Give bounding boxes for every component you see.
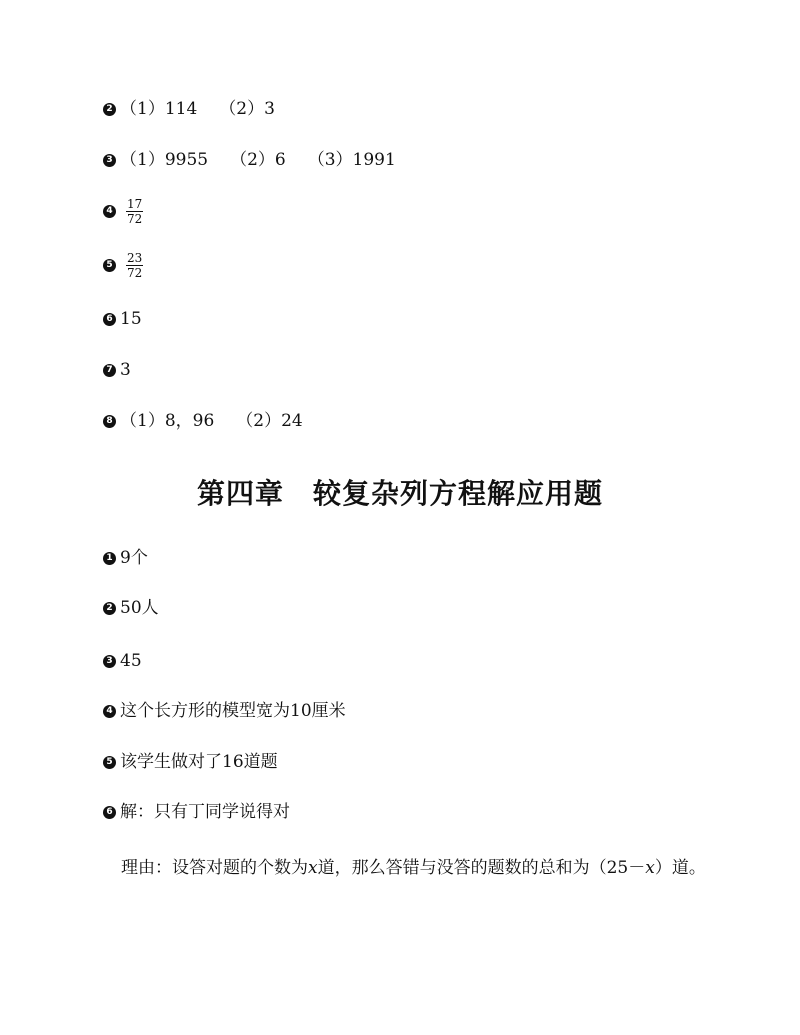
answer-item-2	[103, 101, 275, 118]
reason-text: 道，那么答错与没答的题数的总和为（25－	[317, 858, 646, 878]
answer-part: （2）3	[219, 99, 275, 119]
answer-part: （1）114	[120, 99, 198, 119]
answer-text: 50人	[120, 598, 159, 618]
reason-paragraph	[121, 854, 721, 883]
number-marker: 5	[103, 259, 116, 272]
number-marker: 8	[103, 415, 116, 428]
fraction	[126, 198, 143, 225]
fraction-denominator: 72	[127, 266, 143, 280]
number-marker: 4	[103, 205, 116, 218]
ch4-answer-5	[103, 754, 278, 771]
ch4-answer-4	[103, 703, 346, 720]
number-marker: 2	[103, 103, 116, 116]
number-marker: 6	[103, 806, 116, 819]
variable-x: x	[645, 858, 655, 878]
number-marker: 4	[103, 705, 116, 718]
ch4-answer-6	[103, 804, 290, 821]
answer-part: （1）8，96	[120, 411, 215, 431]
reason-text: 理由：设答对题的个数为	[121, 858, 308, 878]
answer-text: 该学生做对了16道题	[120, 752, 278, 772]
chapter-title: 第四章 较复杂列方程解应用题	[196, 477, 603, 510]
answer-text: 45	[120, 651, 142, 671]
fraction-numerator: 17	[127, 197, 143, 211]
number-marker: 5	[103, 756, 116, 769]
number-marker: 6	[103, 313, 116, 326]
answer-part: （2）6	[230, 150, 286, 170]
fraction	[126, 252, 143, 279]
fraction-numerator: 23	[127, 251, 143, 265]
answer-text: 15	[120, 309, 142, 329]
answer-item-6	[103, 311, 142, 328]
answer-text: 解：只有丁同学说得对	[120, 802, 290, 822]
number-marker: 3	[103, 154, 116, 167]
answer-text: 9个	[120, 548, 148, 568]
number-marker: 1	[103, 552, 116, 565]
variable-x: x	[308, 858, 318, 878]
answer-part: （1）9955	[120, 150, 209, 170]
answer-item-8	[103, 413, 303, 430]
answer-item-4	[103, 198, 143, 225]
number-marker: 2	[103, 602, 116, 615]
ch4-answer-1	[103, 550, 148, 567]
answer-text: 这个长方形的模型宽为10厘米	[120, 701, 346, 721]
answer-item-7	[103, 362, 131, 379]
fraction-denominator: 72	[127, 212, 143, 226]
answer-text: 3	[120, 360, 131, 380]
answer-item-3	[103, 152, 396, 169]
reason-text: ）道。	[654, 858, 706, 878]
answer-part: （2）24	[236, 411, 303, 431]
answer-item-5	[103, 252, 143, 279]
number-marker: 3	[103, 655, 116, 668]
ch4-answer-3	[103, 653, 142, 670]
number-marker: 7	[103, 364, 116, 377]
ch4-answer-2	[103, 600, 159, 617]
answer-part: （3）1991	[307, 150, 396, 170]
